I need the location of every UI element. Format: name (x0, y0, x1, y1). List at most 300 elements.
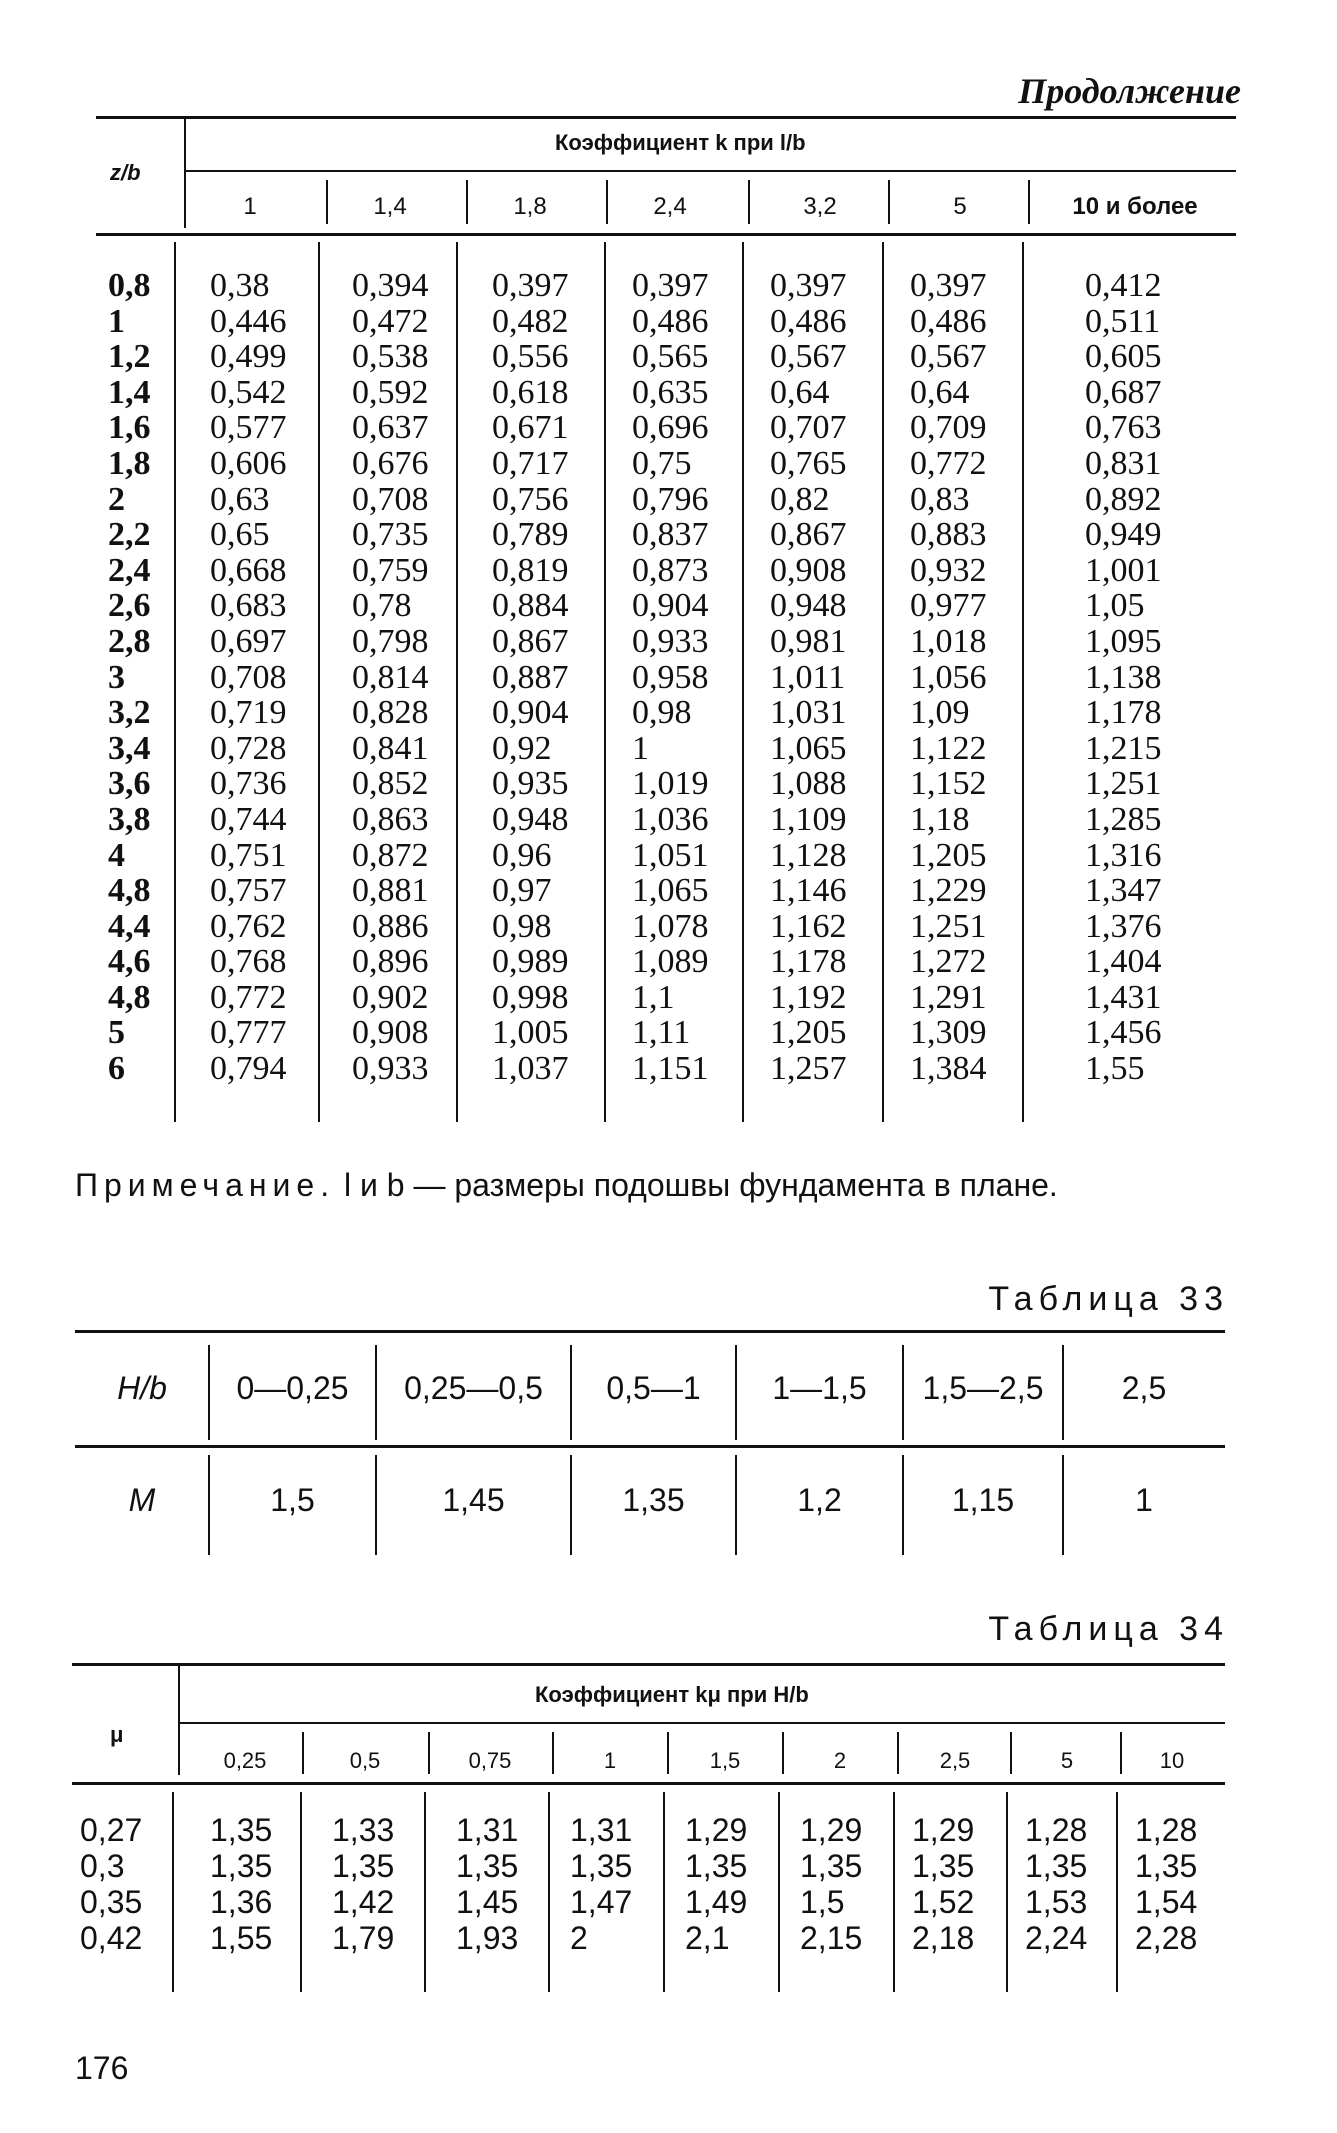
t32-value-cell: 0,948 (770, 587, 847, 625)
t34-value-cell: 1,29 (912, 1812, 975, 1848)
t32-value-cell: 0,735 (352, 516, 429, 554)
t34-value-cell: 1,35 (800, 1848, 863, 1884)
t32-value-cell: 0,908 (770, 551, 847, 589)
t32-value-cell: 0,671 (492, 409, 569, 447)
t32-value-cell: 0,932 (910, 551, 987, 589)
t34-value-cell: 2,1 (685, 1920, 730, 1956)
t33-hb-6: 2,5 (1121, 1370, 1167, 1406)
table-34-top-rule (72, 1663, 1225, 1666)
t32-value-cell: 0,65 (210, 516, 270, 554)
t32-value-cell: 0,538 (352, 338, 429, 376)
t32-value-cell: 1,138 (1085, 658, 1162, 696)
table-33-top-rule (75, 1330, 1225, 1333)
table-note (75, 1165, 1230, 1205)
t32-value-cell: 1,251 (910, 907, 987, 945)
t32-value-cell: 1,011 (770, 658, 846, 696)
t32-value-cell: 0,819 (492, 551, 569, 589)
note-text: l и b — размеры подошвы фундамента в плане. (344, 1167, 1058, 1203)
t34-sub-divider (897, 1732, 899, 1774)
t34-col-header-2: 0,5 (349, 1748, 381, 1773)
col-header-1: 1 (243, 193, 257, 220)
t32-value-cell: 0,708 (210, 658, 287, 696)
t32-value-cell: 0,757 (210, 872, 287, 910)
t32-value-cell: 1,065 (632, 872, 709, 910)
t34-value-cell: 1,54 (1135, 1884, 1198, 1920)
body-divider (174, 242, 176, 1122)
t32-value-cell: 1,109 (770, 800, 847, 838)
t32-z-cell: 6 (108, 1050, 125, 1088)
col-header-4: 2,4 (653, 193, 687, 220)
t34-value-column-6 (800, 1812, 862, 1956)
t32-value-cell: 1,162 (770, 907, 847, 945)
t34-value-column-2 (332, 1812, 394, 1956)
table-33-mid-rule (75, 1445, 1225, 1448)
t32-z-cell: 5 (108, 1014, 125, 1052)
t32-value-cell: 1,078 (632, 907, 709, 945)
t34-value-cell: 1,36 (210, 1884, 273, 1920)
t32-value-cell: 1,309 (910, 1014, 987, 1052)
t32-value-cell: 1,291 (910, 978, 987, 1016)
t34-group-header: Коэффициент kμ при H/b (535, 1682, 809, 1707)
body-divider (604, 242, 606, 1122)
t32-value-cell: 0,719 (210, 694, 287, 732)
t34-value-cell: 1,45 (456, 1884, 519, 1920)
t32-value-cell: 0,863 (352, 800, 429, 838)
t32-value-cell: 1,205 (770, 1014, 847, 1052)
t34-body-divider (548, 1792, 550, 1992)
table-top-rule (96, 116, 1236, 119)
t32-z-cell: 4,4 (108, 907, 151, 945)
t32-value-cell: 0,92 (492, 729, 552, 767)
t32-z-cell: 0,8 (108, 267, 151, 304)
t32-value-cell: 1,018 (910, 622, 987, 660)
t32-value-cell: 0,798 (352, 622, 429, 660)
t32-value-cell: 1,431 (1085, 978, 1162, 1016)
t32-value-cell: 0,696 (632, 409, 709, 447)
t32-value-cell: 0,412 (1085, 267, 1162, 304)
t32-value-cell: 0,902 (352, 978, 429, 1016)
t32-z-cell: 4,8 (108, 872, 151, 910)
t32-z-cell: 2,6 (108, 587, 151, 625)
t32-value-cell: 0,556 (492, 338, 569, 376)
t34-col-header-1: 0,25 (223, 1748, 267, 1773)
t34-body-divider (663, 1792, 665, 1992)
t32-value-cell: 0,768 (210, 943, 287, 981)
t32-value-cell: 1,151 (632, 1050, 709, 1088)
t32-value-cell: 1,152 (910, 765, 987, 803)
t32-value-cell: 0,935 (492, 765, 569, 803)
table-34-caption: Таблица 34 (988, 1610, 1229, 1648)
t32-value-cell: 0,577 (210, 409, 287, 447)
t32-value-cell: 0,98 (632, 694, 692, 732)
t34-value-column-4 (570, 1812, 632, 1956)
t32-value-cell: 0,759 (352, 551, 429, 589)
t34-value-cell: 1,49 (685, 1884, 748, 1920)
t32-value-cell: 0,772 (210, 978, 287, 1016)
t32-value-cell: 0,948 (492, 800, 569, 838)
t32-value-cell: 1,229 (910, 872, 987, 910)
t32-value-cell: 0,977 (910, 587, 987, 625)
t32-z-cell: 4 (108, 836, 125, 874)
t34-value-cell: 1,79 (332, 1920, 395, 1956)
t32-value-cell: 1,037 (492, 1050, 569, 1088)
t34-value-cell: 1,35 (912, 1848, 975, 1884)
t32-value-cell: 0,96 (492, 836, 552, 874)
t32-value-cell: 0,397 (632, 267, 709, 304)
t32-value-cell: 1,55 (1085, 1050, 1145, 1088)
t34-sub-divider (782, 1732, 784, 1774)
t32-z-cell: 1 (108, 302, 125, 340)
sub-divider (1028, 180, 1030, 224)
sub-divider (326, 180, 328, 224)
t33-hb-2: 0,25—0,5 (404, 1370, 543, 1406)
t32-value-cell: 0,486 (770, 302, 847, 340)
t32-value-cell: 0,867 (770, 516, 847, 554)
t32-value-cell: 1,404 (1085, 943, 1162, 981)
t32-value-cell: 1,11 (632, 1014, 691, 1052)
t32-value-cell: 0,64 (910, 373, 970, 411)
header-bottom-rule (96, 233, 1236, 236)
col-header-7: 10 и более (1072, 193, 1198, 220)
t32-value-cell: 1,019 (632, 765, 709, 803)
t34-value-cell: 1,35 (456, 1848, 519, 1884)
t32-value-cell: 1,178 (1085, 694, 1162, 732)
t34-value-column-5 (685, 1812, 747, 1956)
t32-value-cell: 1,056 (910, 658, 987, 696)
t32-value-cell: 0,542 (210, 373, 287, 411)
t34-sub-divider (302, 1732, 304, 1774)
t34-value-cell: 1,31 (456, 1812, 519, 1848)
t32-value-cell: 0,763 (1085, 409, 1162, 447)
t34-mu-cell: 0,42 (80, 1920, 143, 1956)
t32-z-cell: 3,6 (108, 765, 151, 803)
t34-body-divider (1116, 1792, 1118, 1992)
t33-m-5: 1,15 (951, 1482, 1015, 1518)
t32-z-cell: 1,6 (108, 409, 151, 447)
t33-m-3: 1,35 (622, 1482, 685, 1518)
t34-col-header-5: 1,5 (709, 1748, 741, 1773)
continued-label: Продолжение (1018, 71, 1241, 111)
t32-value-cell: 0,904 (492, 694, 569, 732)
t32-value-cell: 0,989 (492, 943, 569, 981)
t34-col-header-7: 2,5 (939, 1748, 971, 1773)
t32-value-cell: 0,762 (210, 907, 287, 945)
table-33-caption: Таблица 33 (988, 1280, 1229, 1318)
t32-value-cell: 0,486 (910, 302, 987, 340)
t34-col-header-6: 2 (833, 1748, 847, 1773)
t34-value-cell: 1,35 (210, 1848, 273, 1884)
t33-hb-1: 0—0,25 (236, 1370, 349, 1406)
z-column (108, 268, 151, 1087)
t34-sub-divider (428, 1732, 430, 1774)
t34-body-divider (300, 1792, 302, 1992)
body-divider (318, 242, 320, 1122)
t32-value-cell: 0,765 (770, 444, 847, 482)
t32-value-cell: 0,78 (352, 587, 412, 625)
t32-z-cell: 2,2 (108, 516, 151, 554)
t32-value-cell: 0,867 (492, 622, 569, 660)
t32-value-cell: 0,814 (352, 658, 429, 696)
t32-value-cell: 0,486 (632, 302, 709, 340)
t32-value-cell: 0,958 (632, 658, 709, 696)
t33-hb-5: 1,5—2,5 (922, 1370, 1044, 1406)
t32-value-cell: 0,668 (210, 551, 287, 589)
t32-value-cell: 0,707 (770, 409, 847, 447)
group-header-rule (186, 170, 1236, 172)
value-column-2 (352, 268, 429, 1087)
t34-value-cell: 1,29 (800, 1812, 863, 1848)
t34-value-cell: 1,52 (912, 1884, 975, 1920)
t33-m-4: 1,2 (797, 1482, 842, 1518)
t32-value-cell: 0,82 (770, 480, 830, 518)
t33-m-6: 1 (1135, 1482, 1153, 1518)
t33-row-label-hb: H/b (117, 1370, 167, 1406)
value-column-7 (1085, 268, 1162, 1087)
t32-z-cell: 1,4 (108, 373, 151, 411)
value-column-5 (770, 268, 847, 1087)
body-divider (742, 242, 744, 1122)
t34-body-divider (893, 1792, 895, 1992)
t32-value-cell: 0,511 (1085, 302, 1161, 340)
t32-value-cell: 0,789 (492, 516, 569, 554)
t34-value-cell: 1,35 (210, 1812, 273, 1848)
t32-value-cell: 1,178 (770, 943, 847, 981)
t32-value-cell: 0,892 (1085, 480, 1162, 518)
t34-value-cell: 1,93 (456, 1920, 519, 1956)
t32-value-cell: 1,065 (770, 729, 847, 767)
t34-value-cell: 2,15 (800, 1920, 863, 1956)
body-divider (1022, 242, 1024, 1122)
t32-value-cell: 0,872 (352, 836, 429, 874)
t32-value-cell: 0,683 (210, 587, 287, 625)
t32-value-cell: 0,75 (632, 444, 692, 482)
t32-value-cell: 1,088 (770, 765, 847, 803)
t32-value-cell: 0,933 (632, 622, 709, 660)
t32-value-cell: 0,63 (210, 480, 270, 518)
t34-value-cell: 1,53 (1025, 1884, 1088, 1920)
t32-value-cell: 0,499 (210, 338, 287, 376)
t34-value-cell: 1,35 (1135, 1848, 1198, 1884)
t32-value-cell: 0,981 (770, 622, 847, 660)
t32-value-cell: 0,565 (632, 338, 709, 376)
t32-value-cell: 0,97 (492, 872, 552, 910)
t33-hb-3: 0,5—1 (606, 1370, 701, 1406)
t32-value-cell: 0,949 (1085, 516, 1162, 554)
t32-value-cell: 0,567 (910, 338, 987, 376)
t33-row-label-m: M (128, 1482, 156, 1518)
t32-value-cell: 1,347 (1085, 872, 1162, 910)
t34-col-header-4: 1 (603, 1748, 617, 1773)
t32-value-cell: 0,708 (352, 480, 429, 518)
t32-value-cell: 0,904 (632, 587, 709, 625)
t34-value-cell: 2,28 (1135, 1920, 1198, 1956)
t32-value-cell: 1,285 (1085, 800, 1162, 838)
t32-value-cell: 0,852 (352, 765, 429, 803)
sub-divider (606, 180, 608, 224)
t32-value-cell: 1,031 (770, 694, 847, 732)
t32-value-cell: 0,756 (492, 480, 569, 518)
t32-value-cell: 0,751 (210, 836, 287, 874)
row-header-zb: z/b (110, 160, 141, 185)
t34-sub-divider (667, 1732, 669, 1774)
t32-value-cell: 0,592 (352, 373, 429, 411)
t34-sub-divider (552, 1732, 554, 1774)
t32-z-cell: 2,4 (108, 551, 151, 589)
t32-value-cell: 0,884 (492, 587, 569, 625)
t32-value-cell: 1,192 (770, 978, 847, 1016)
sub-divider (888, 180, 890, 224)
t32-z-cell: 4,6 (108, 943, 151, 981)
t32-value-cell: 0,837 (632, 516, 709, 554)
t34-header-divider (178, 1665, 180, 1775)
t32-value-cell: 0,709 (910, 409, 987, 447)
t32-value-cell: 0,397 (910, 267, 987, 304)
t34-body-divider (778, 1792, 780, 1992)
t34-sub-divider (1120, 1732, 1122, 1774)
body-divider (456, 242, 458, 1122)
t32-value-cell: 0,676 (352, 444, 429, 482)
col-header-2: 1,4 (373, 193, 407, 220)
t32-value-cell: 0,397 (770, 267, 847, 304)
col-header-3: 1,8 (513, 193, 547, 220)
value-column-3 (492, 268, 569, 1087)
t32-value-cell: 0,908 (352, 1014, 429, 1052)
t32-value-cell: 0,98 (492, 907, 552, 945)
t32-value-cell: 0,567 (770, 338, 847, 376)
t34-row-header-mu: μ (110, 1722, 124, 1747)
note-label: Примечание. (75, 1167, 336, 1203)
t32-value-cell: 1,251 (1085, 765, 1162, 803)
t32-value-cell: 1,316 (1085, 836, 1162, 874)
t32-value-cell: 1 (632, 729, 649, 767)
col-header-5: 3,2 (803, 193, 837, 220)
t32-value-cell: 0,828 (352, 694, 429, 732)
t32-value-cell: 1,089 (632, 943, 709, 981)
t32-value-cell: 0,687 (1085, 373, 1162, 411)
t34-value-cell: 1,35 (1025, 1848, 1088, 1884)
t34-col-header-8: 5 (1060, 1748, 1074, 1773)
t32-value-cell: 1,376 (1085, 907, 1162, 945)
value-column-6 (910, 268, 987, 1087)
t34-value-cell: 2,18 (912, 1920, 975, 1956)
t34-value-cell: 2,24 (1025, 1920, 1088, 1956)
t32-value-cell: 0,772 (910, 444, 987, 482)
t32-z-cell: 1,8 (108, 444, 151, 482)
t32-value-cell: 0,472 (352, 302, 429, 340)
t32-value-cell: 0,697 (210, 622, 287, 660)
t32-value-cell: 1,18 (910, 800, 970, 838)
t32-z-cell: 3,2 (108, 694, 151, 732)
t32-value-cell: 1,051 (632, 836, 709, 874)
t32-value-cell: 1,215 (1085, 729, 1162, 767)
t32-value-cell: 0,881 (352, 872, 429, 910)
t32-value-cell: 0,887 (492, 658, 569, 696)
t34-value-cell: 1,31 (570, 1812, 633, 1848)
t34-value-cell: 1,42 (332, 1884, 395, 1920)
t32-value-cell: 0,841 (352, 729, 429, 767)
t32-value-cell: 1,384 (910, 1050, 987, 1088)
t32-value-cell: 0,796 (632, 480, 709, 518)
t34-mu-cell: 0,35 (80, 1884, 143, 1920)
sub-divider (466, 180, 468, 224)
t32-value-cell: 0,736 (210, 765, 287, 803)
t34-value-column-9 (1135, 1812, 1197, 1956)
t32-value-cell: 1,005 (492, 1014, 569, 1052)
t34-value-cell: 1,28 (1135, 1812, 1198, 1848)
t32-value-cell: 0,896 (352, 943, 429, 981)
group-header: Коэффициент k при l/b (555, 130, 806, 155)
t32-value-cell: 0,635 (632, 373, 709, 411)
t32-value-cell: 0,744 (210, 800, 287, 838)
t32-value-cell: 1,205 (910, 836, 987, 874)
t32-value-cell: 1,122 (910, 729, 987, 767)
t32-value-cell: 0,717 (492, 444, 569, 482)
t32-z-cell: 3 (108, 658, 125, 696)
header-divider (184, 118, 186, 228)
t34-mu-cell: 0,27 (80, 1812, 143, 1848)
t34-mu-cell: 0,3 (80, 1848, 125, 1884)
t34-header-bottom-rule (72, 1782, 1225, 1785)
t33-hb-4: 1—1,5 (772, 1370, 867, 1406)
t32-value-cell: 0,397 (492, 267, 569, 304)
t32-value-cell: 0,637 (352, 409, 429, 447)
t32-value-cell: 1,09 (910, 694, 970, 732)
t32-value-cell: 1,146 (770, 872, 847, 910)
t34-value-column-7 (912, 1812, 974, 1956)
t32-value-cell: 0,933 (352, 1050, 429, 1088)
t32-z-cell: 1,2 (108, 338, 151, 376)
t32-value-cell: 0,446 (210, 302, 287, 340)
sub-divider (748, 180, 750, 224)
page-number: 176 (75, 2050, 129, 2086)
t32-value-cell: 1,257 (770, 1050, 847, 1088)
t32-value-cell: 1,05 (1085, 587, 1145, 625)
t34-value-cell: 2 (570, 1920, 588, 1956)
t32-value-cell: 0,831 (1085, 444, 1162, 482)
t32-value-cell: 0,394 (352, 267, 429, 304)
t32-value-cell: 0,728 (210, 729, 287, 767)
t32-value-cell: 0,38 (210, 267, 270, 304)
t32-value-cell: 0,886 (352, 907, 429, 945)
t34-value-cell: 1,28 (1025, 1812, 1088, 1848)
t32-value-cell: 1,036 (632, 800, 709, 838)
t33-m-1: 1,5 (270, 1482, 315, 1518)
t34-value-cell: 1,5 (800, 1884, 845, 1920)
t34-group-rule (180, 1722, 1225, 1724)
t34-mu-column (80, 1812, 142, 1956)
t34-body-divider (172, 1792, 174, 1992)
t34-value-cell: 1,35 (685, 1848, 748, 1884)
t32-value-cell: 0,998 (492, 978, 569, 1016)
t32-value-cell: 0,605 (1085, 338, 1162, 376)
t32-z-cell: 3,4 (108, 729, 151, 767)
t32-z-cell: 2 (108, 480, 125, 518)
t32-z-cell: 4,8 (108, 978, 151, 1016)
t34-body-divider (424, 1792, 426, 1992)
t34-col-header-9: 10 (1159, 1748, 1185, 1773)
t32-value-cell: 0,794 (210, 1050, 287, 1088)
t34-value-cell: 1,35 (332, 1848, 395, 1884)
t34-value-cell: 1,35 (570, 1848, 633, 1884)
t33-m-2: 1,45 (442, 1482, 505, 1518)
value-column-1 (210, 268, 287, 1087)
t34-body-divider (1006, 1792, 1008, 1992)
t34-value-cell: 1,29 (685, 1812, 748, 1848)
body-divider (882, 242, 884, 1122)
t32-value-cell: 1,272 (910, 943, 987, 981)
t34-value-column-3 (456, 1812, 518, 1956)
t34-value-cell: 1,55 (210, 1920, 273, 1956)
